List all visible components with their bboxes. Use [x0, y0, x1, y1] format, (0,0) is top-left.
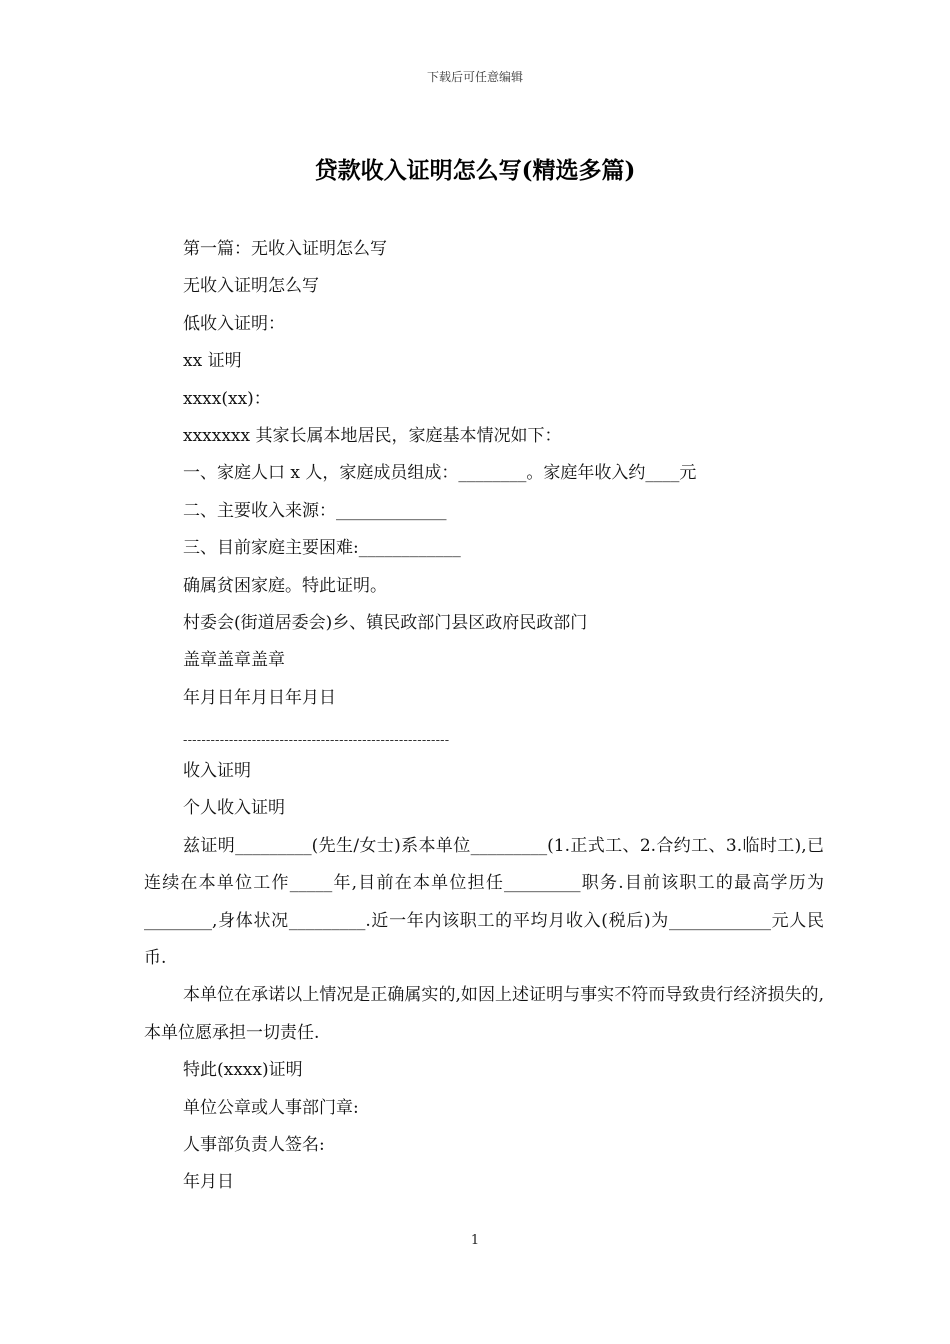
section-1-line: xxxx(xx)： — [183, 388, 271, 409]
section-2-line: 年月日 — [183, 1172, 234, 1193]
section-2-line: 人事部负责人签名: — [183, 1135, 325, 1155]
header-note: 下载后可任意编辑 — [426, 70, 523, 84]
section-1-line: 二、主要收入来源：_____________ — [183, 500, 447, 521]
section-2-heading: 收入证明 — [183, 761, 251, 781]
section-1-line: 低收入证明： — [183, 313, 285, 334]
section-1-line: 村委会(街道居委会)乡、镇民政部门县区政府民政部门 — [183, 612, 588, 633]
section-1-line: 确属贫困家庭。特此证明。 — [183, 575, 387, 596]
section-1-line: 一、家庭人口 x 人，家庭成员组成：________。家庭年收入约____元 — [183, 463, 697, 484]
certification-paragraph: 兹证明_________(先生/女士)系本单位_________(1.正式工、2.合约工、3.临时工),已连续在本单位工作_____年,目前在本单位担任_________职务.目前该职工的最高学历为________,身体状况_________.近一年内该职工的平均月收入(税后)为____________元人民币. — [144, 835, 824, 968]
page-number: 1 — [470, 1233, 480, 1248]
section-1-line: 第一篇：无收入证明怎么写 — [183, 239, 387, 259]
dashed-divider: ---------------------------------------------------------- — [183, 733, 450, 748]
section-2-subheading: 个人收入证明 — [183, 798, 285, 819]
section-1 — [183, 231, 823, 717]
document-title: 贷款收入证明怎么写(精选多篇) — [314, 157, 636, 184]
section-2-line: 特此(xxxx)证明 — [183, 1060, 303, 1081]
liability-paragraph: 本单位在承诺以上情况是正确属实的,如因上述证明与事实不符而导致贵行经济损失的,本单位愿承担一切责任. — [144, 985, 824, 1043]
section-2-line: 单位公章或人事部门章: — [183, 1097, 359, 1118]
section-1-line: 年月日年月日年月日 — [183, 687, 336, 708]
section-1-line: 三、目前家庭主要困难:____________ — [183, 538, 461, 559]
section-1-line: 无收入证明怎么写 — [183, 276, 319, 297]
section-1-line: 盖章盖章盖章 — [183, 650, 285, 671]
section-2 — [144, 753, 824, 1202]
section-1-line: xxxxxxx 其家长属本地居民，家庭基本情况如下： — [183, 425, 562, 446]
section-1-line: xx 证明 — [183, 351, 242, 372]
